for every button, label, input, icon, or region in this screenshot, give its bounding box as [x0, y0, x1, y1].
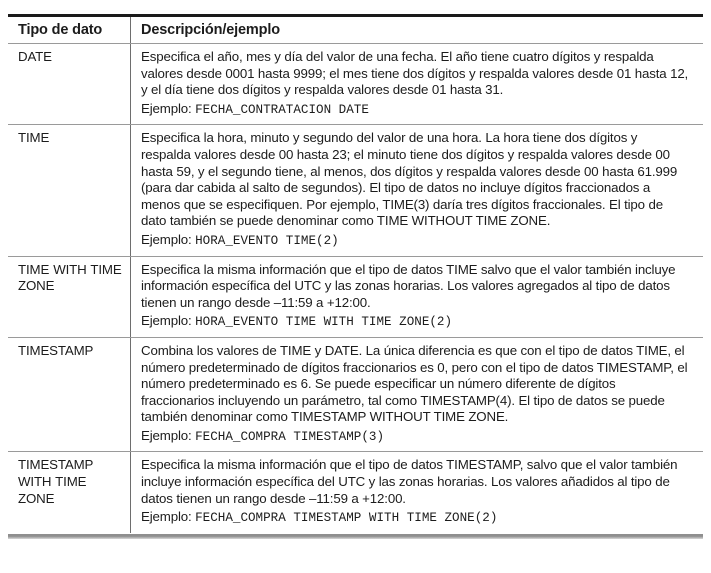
column-header-descripcion-ejemplo: Descripción/ejemplo	[141, 22, 280, 38]
data-type-cell: TIMESTAMP WITH TIME ZONE	[8, 452, 131, 532]
table-row	[8, 44, 703, 124]
example-line	[141, 428, 689, 446]
data-type-cell: TIMESTAMP	[8, 338, 131, 452]
example-code: HORA_EVENTO TIME(2)	[195, 233, 339, 248]
example-label: Ejemplo:	[141, 509, 192, 525]
description-text: Especifica la misma información que el tipo de datos TIMESTAMP, salvo que el valor también incluye información específica del UTC y las zonas horarias. Los valores añadidos al tipo de datos tienen un rango desde –11:59 a +12:00.	[141, 457, 678, 506]
description-text: Especifica la misma información que el tipo de datos TIME salvo que el valor también incluye información específica del UTC y las zonas horarias. Los valores agregados al tipo de datos tienen un rango desde –11:59 a +12:00.	[141, 261, 676, 310]
description-text: Combina los valores de TIME y DATE. La única diferencia es que con el tipo de datos TIME, el número predeterminado de dígitos fraccionarios es 0, pero con el tipo de datos TIMESTAMP, el número predeterminado es 6. Se puede especificar un número diferente de dígitos fraccionarios incluyendo un parámetro, tal como TIMESTAMP(4). El tipo de datos se puede también denominar como TIMESTAMP WITHOUT TIME ZONE.	[141, 342, 688, 425]
table-row	[8, 337, 703, 452]
description-cell	[131, 44, 703, 124]
description-cell	[131, 125, 703, 255]
example-code: FECHA_COMPRA TIMESTAMP WITH TIME ZONE(2)	[195, 511, 498, 526]
description-cell	[131, 452, 703, 532]
table-bottom-rule	[8, 534, 703, 539]
example-line	[141, 509, 689, 527]
example-label: Ejemplo:	[141, 427, 192, 443]
example-code: FECHA_COMPRA TIMESTAMP(3)	[195, 429, 385, 444]
example-label: Ejemplo:	[141, 231, 192, 247]
data-types-table	[8, 14, 703, 533]
data-type-cell: TIME WITH TIME ZONE	[8, 257, 131, 337]
example-label: Ejemplo:	[141, 100, 192, 116]
example-label: Ejemplo:	[141, 313, 192, 329]
example-code: HORA_EVENTO TIME WITH TIME ZONE(2)	[195, 315, 453, 330]
description-cell	[131, 257, 703, 337]
table-body	[8, 44, 703, 533]
example-line	[141, 232, 689, 250]
table-row	[8, 451, 703, 532]
data-type-cell: DATE	[8, 44, 131, 124]
example-code: FECHA_CONTRATACION DATE	[195, 102, 369, 117]
description-cell	[131, 338, 703, 452]
data-type-cell: TIME	[8, 125, 131, 255]
column-header-tipo-de-dato: Tipo de dato	[8, 17, 131, 43]
table-row	[8, 256, 703, 337]
example-line	[141, 313, 689, 331]
table-row	[8, 124, 703, 255]
table-header-row	[8, 17, 703, 44]
description-text: Especifica la hora, minuto y segundo del valor de una hora. La hora tiene dos dígitos y respalda valores desde 00 hasta 23; el minuto tiene dos dígitos y respalda valores desde 00 hasta 59, y el segundo tiene, al menos, dos dígitos y respalda valores desde 00 hasta 61.999 (para dar cabida al salto de segundos). El tipo de datos no incluye dígitos fraccionados a menos que se especifiquen. Por ejemplo, TIME(3) daría tres dígitos fraccionales. El tipo de dato también se puede denominar como TIME WITHOUT TIME ZONE.	[141, 130, 678, 229]
example-line	[141, 101, 689, 119]
description-text: Especifica el año, mes y día del valor de una fecha. El año tiene cuatro dígitos y respalda valores desde 0001 hasta 9999; el mes tiene dos dígitos y respalda valores desde 01 hasta 12, y el día tiene dos dígitos y respalda valores desde 01 hasta 31.	[141, 49, 689, 98]
